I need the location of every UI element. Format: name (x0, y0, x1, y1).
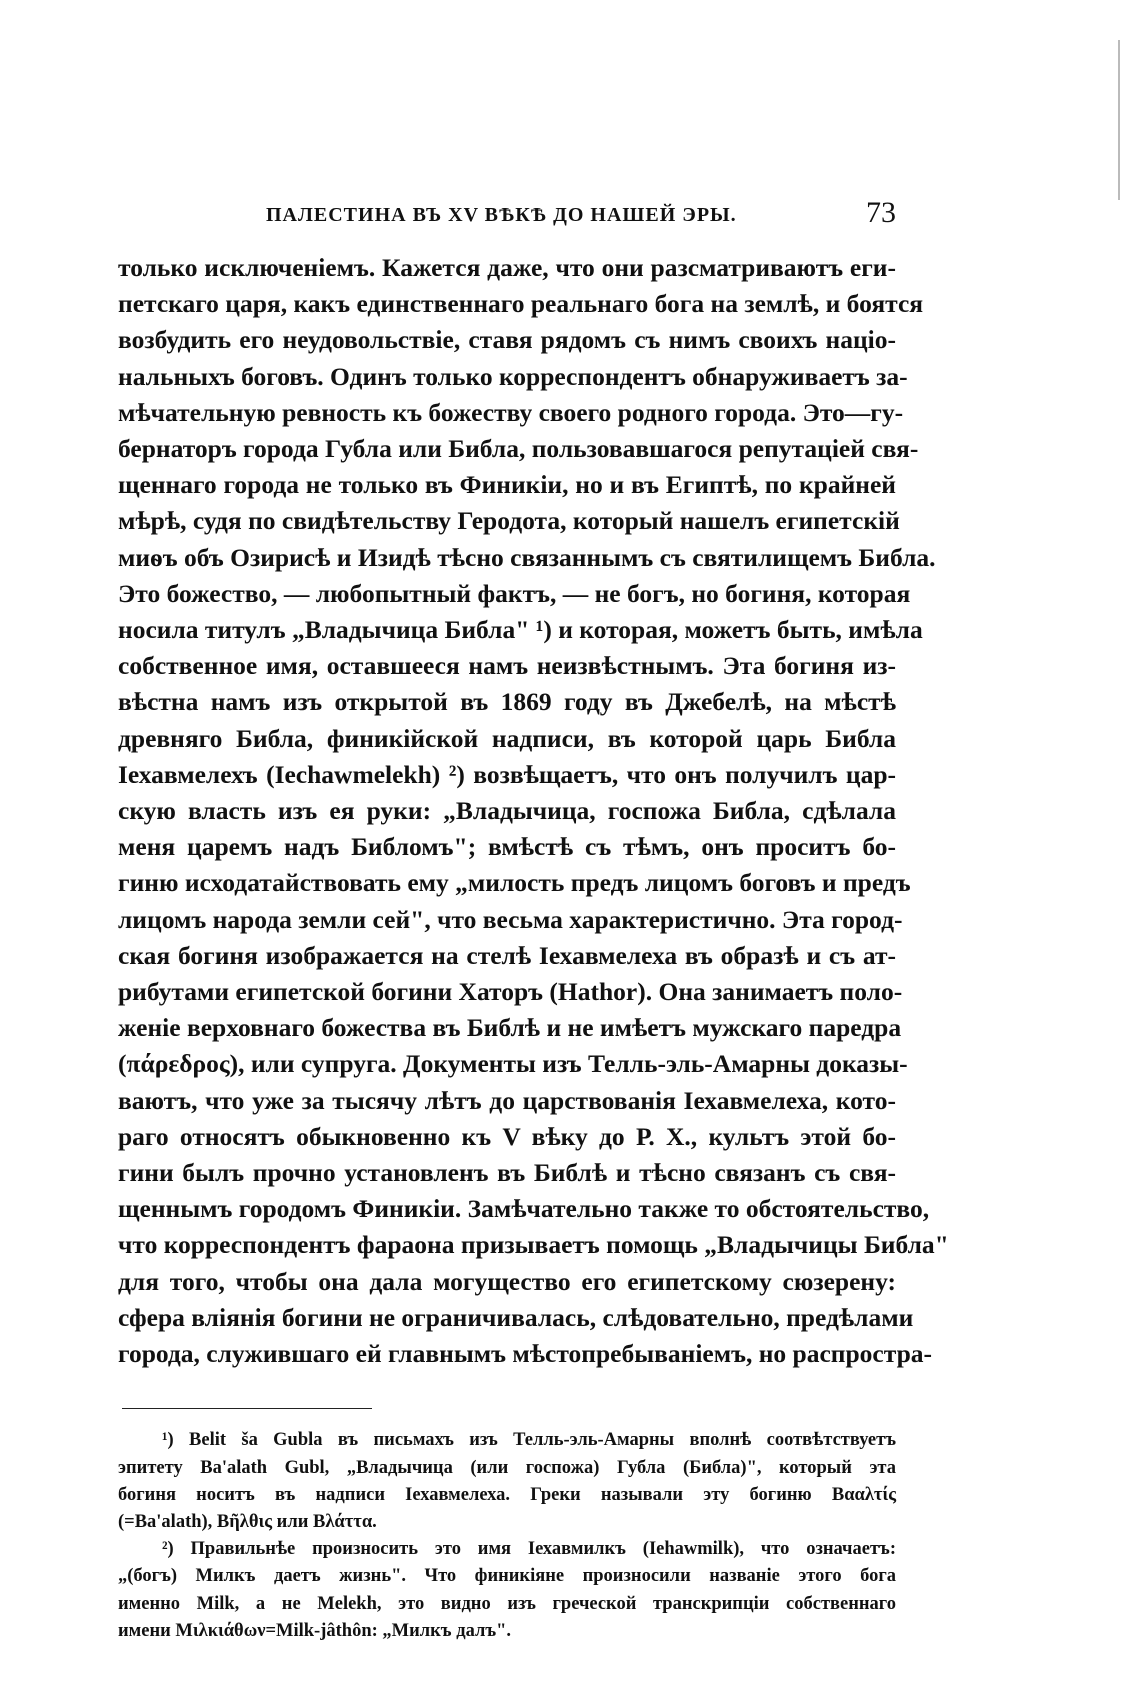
page-number: 73 (866, 196, 896, 229)
text-line: Это божество, — любопытный фактъ, — не богъ, но богиня, которая (118, 578, 911, 608)
footnote-2 (118, 1536, 896, 1645)
text-line: петскаго царя, какъ единственнаго реальнаго бога на землѣ, и боятся (118, 289, 924, 319)
text-line: скую власть изъ ея руки: „Владычица, госпожа Библа, сдѣлала (118, 796, 896, 826)
main-text (118, 250, 949, 1372)
text-line: женіе верховнаго божества въ Библѣ и не имѣетъ мужскаго паредра (118, 1013, 902, 1043)
footnote-1 (118, 1427, 896, 1536)
running-head: ПАЛЕСТИНА ВЪ XV ВѢКѢ ДО НАШЕЙ ЭРЫ. (266, 204, 737, 226)
text-line: мѣрѣ, судя по свидѣтельству Геродота, который нашелъ египетскій (118, 506, 900, 536)
text-line: гиню исходатайствовать ему „милость предъ лицомъ боговъ и предъ (118, 868, 911, 898)
text-line: для того, чтобы она дала могущество его египетскому сюзерену: (118, 1266, 896, 1296)
footnotes (118, 1427, 896, 1645)
text-line: миѳъ объ Озирисѣ и Изидѣ тѣсно связаннымъ съ святилищемъ Библа. (118, 542, 936, 572)
text-line: (πάρεδρος), или супруга. Документы изъ Телль-эль-Амарны доказы- (118, 1049, 908, 1079)
text-line: меня царемъ надъ Библомъ"; вмѣстѣ съ тѣмъ, онъ проситъ бо- (118, 832, 896, 862)
footnote-line: богиня носитъ въ надписи Іехавмелеха. Греки называли эту богиню Βααλτίς (118, 1484, 896, 1505)
text-line: носила титулъ „Владычица Библа" ¹) и которая, можетъ быть, имѣла (118, 615, 923, 645)
text-line: только исключеніемъ. Кажется даже, что они разсматриваютъ еги- (118, 253, 896, 282)
text-line: древняго Библа, финикійской надписи, въ которой царь Библа (118, 723, 896, 753)
page-header (118, 196, 896, 236)
text-line: ваютъ, что уже за тысячу лѣтъ до царствованія Іехавмелеха, кото- (118, 1085, 896, 1115)
text-line: Іехавмелехъ (Iechawmelekh) ²) возвѣщаетъ, что онъ получилъ цар- (118, 759, 896, 789)
scan-edge-line (1118, 40, 1120, 200)
text-line: мѣчательную ревность къ божеству своего родного города. Это—гу- (118, 397, 904, 427)
footnote-line: (=Ba'alath), Βῆλθις или Βλάττα. (118, 1511, 377, 1532)
book-page (118, 196, 949, 1645)
text-line: возбудить его неудовольствіе, ставя рядомъ съ нимъ своихъ націо- (118, 325, 896, 355)
text-line: гини былъ прочно установленъ въ Библѣ и тѣсно связанъ съ свя- (118, 1158, 896, 1188)
text-line: рибутами египетской богини Хаторъ (Hathor). Она занимаетъ поло- (118, 977, 903, 1007)
text-line: сфера вліянія богини не ограничивалась, слѣдовательно, предѣлами (118, 1302, 914, 1332)
text-line: ская богиня изображается на стелѣ Іехавмелеха въ образѣ и съ ат- (118, 940, 896, 970)
text-line: раго относятъ обыкновенно къ V вѣку до Р. Х., культъ этой бо- (118, 1121, 896, 1151)
footnote-line: именно Milk, а не Melekh, это видно изъ греческой транскрипціи собственнаго (118, 1593, 896, 1614)
text-line: щеннаго города не только въ Финикіи, но и въ Египтѣ, по крайней (118, 470, 896, 500)
footnote-line: эпитету Ba'alath Gubl, „Владычица (или госпожа) Губла (Библа)", который эта (118, 1457, 896, 1478)
footnote-line: ¹) Belit ša Gubla въ письмахъ изъ Телль-эль-Амарны вполнѣ соотвѣтствуетъ (162, 1430, 896, 1451)
text-line: лицомъ народа земли сей", что весьма характеристично. Эта город- (118, 904, 903, 934)
footnote-rule (122, 1408, 372, 1409)
text-line: щеннымъ городомъ Финикіи. Замѣчательно также то обстоятельство, (118, 1194, 930, 1224)
footnote-line: имени Μιλκιάθων=Milk-jâthôn: „Милкъ далъ". (118, 1620, 512, 1641)
footnote-line: ²) Правильнѣе произносить это имя Іехавмилкъ (Iehawmilk), что означаетъ: (162, 1539, 896, 1560)
text-line: бернаторъ города Губла или Библа, пользовавшагося репутаціей свя- (118, 434, 919, 464)
text-line: собственное имя, оставшееся намъ неизвѣстнымъ. Эта богиня из- (118, 651, 896, 681)
text-line: что корреспондентъ фараона призываетъ помощь „Владычицы Библа" (118, 1230, 949, 1260)
footnote-line: „(богъ) Милкъ даетъ жизнь". Что финикіяне произносили названіе этого бога (118, 1566, 896, 1587)
text-line: города, служившаго ей главнымъ мѣстопребываніемъ, но распростра- (118, 1339, 932, 1369)
text-line: нальныхъ боговъ. Одинъ только корреспондентъ обнаруживаетъ за- (118, 361, 908, 391)
text-line: вѣстна намъ изъ открытой въ 1869 году въ Джебелѣ, на мѣстѣ (118, 687, 896, 717)
